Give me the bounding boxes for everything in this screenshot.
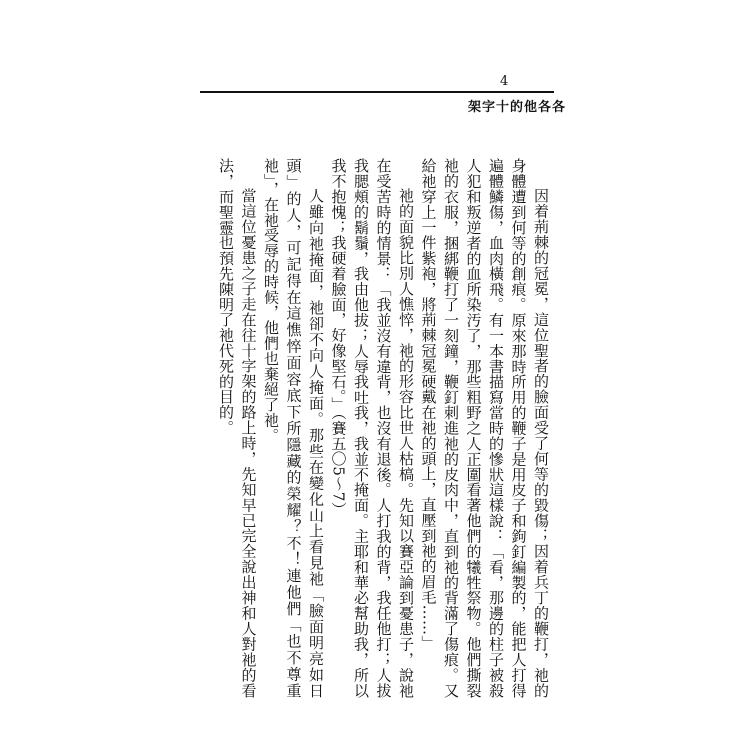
paragraph-3: 人雖向祂掩面，祂卻不向人掩面。那些在變化山上看見祂「臉面明亮如日頭」的人，可記得在這憔悴面容底下所隱藏的榮耀？不！連他們「也不尊重祂」，在祂受辱的時候，他們也棄絕了祂。 [262, 158, 325, 698]
page-number: 4 [500, 74, 509, 89]
paragraph-4: 當這位憂患之子走在往十字架的路上時，先知早已完全說出神和人對祂的看法，而聖靈也預先陳明了祂代死的目的。 [217, 158, 258, 698]
paragraph-1: 因着荊棘的冠冕，這位聖者的臉面受了何等的毀傷；因着兵丁的鞭打，祂的身體遭到何等的創痕。原來那時所用的鞭子是用皮子和鉤釘編製的，能把人打得遍體鱗傷，血肉橫飛。有一本書描寫當時的慘狀這樣說：「看，那邊的柱子被殺人犯和叛逆者的血所染汚了，那些粗野之人正圍看著他們的犧牲祭物。他們撕裂祂的衣服，捆綁鞭打了一刻鐘，鞭釘刺進祂的皮肉中，直到祂的背滿了傷痕。又給祂穿上一件紫袍，將荊棘冠冕硬戴在祂的頭上，直壓到祂的眉毛……」 [419, 158, 550, 698]
header-rule [200, 91, 554, 93]
body-text [206, 158, 552, 698]
running-head: 架字十的他各各 [468, 100, 567, 115]
paragraph-2: 祂的面貌比別人憔悴，祂的形容比世人枯槁。先知以賽亞論到憂患子，說祂在受苦時的情景：「我並沒有違背，也沒有退後。人打我的背，我任他打；人拔我腮頰的鬍鬚，我由他拔；人辱我吐我，我並不掩面。主耶和華必幫助我，所以我不抱愧；我硬着臉面，好像堅石。」（賽五〇5～7） [329, 158, 415, 698]
